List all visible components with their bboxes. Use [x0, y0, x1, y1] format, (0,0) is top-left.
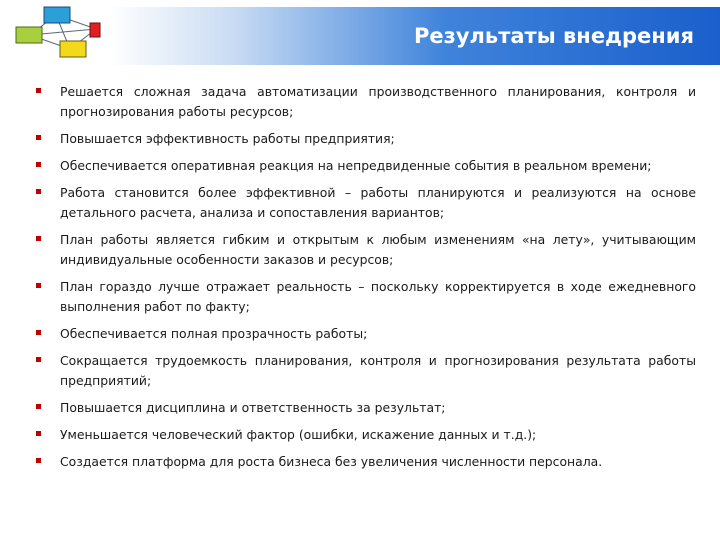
list-item	[36, 351, 696, 391]
list-item	[36, 398, 696, 418]
header	[0, 0, 720, 70]
list-item-text: Решается сложная задача автоматизации производственного планирования, контроля и прогнозирования работы ресурсов;	[60, 84, 696, 119]
list-item-text: План гораздо лучше отражает реальность – поскольку корректируется в ходе ежедневного выполнения работ по факту;	[60, 279, 696, 314]
list-item	[36, 156, 696, 176]
list-item-text: Повышается дисциплина и ответственность за результат;	[60, 400, 446, 415]
list-item	[36, 277, 696, 317]
list-item	[36, 425, 696, 445]
bullet-icon	[36, 88, 41, 93]
list-item-text: Создается платформа для роста бизнеса без увеличения численности персонала.	[60, 454, 603, 469]
bullet-icon	[36, 236, 41, 241]
list-item	[36, 452, 696, 472]
bullet-icon	[36, 357, 41, 362]
list-item	[36, 324, 696, 344]
bullet-icon	[36, 458, 41, 463]
list-item-text: План работы является гибким и открытым к любым изменениям «на лету», учитывающим индивидуальные особенности заказов и ресурсов;	[60, 232, 696, 267]
list-item	[36, 230, 696, 270]
page-title: Результаты внедрения	[414, 24, 694, 48]
bullet-icon	[36, 404, 41, 409]
bullet-icon	[36, 330, 41, 335]
list-item	[36, 183, 696, 223]
network-diagram-icon	[8, 3, 108, 63]
list-item	[36, 129, 696, 149]
bullet-icon	[36, 283, 41, 288]
list-item	[36, 82, 696, 122]
list-item-text: Работа становится более эффективной – работы планируются и реализуются на основе детального расчета, анализа и сопоставления вариантов;	[60, 185, 696, 220]
list-item-text: Сокращается трудоемкость планирования, контроля и прогнозирования результата работы предприятий;	[60, 353, 696, 388]
list-item-text: Уменьшается человеческий фактор (ошибки, искажение данных и т.д.);	[60, 427, 537, 442]
bullet-list	[36, 82, 696, 479]
list-item-text: Обеспечивается оперативная реакция на непредвиденные события в реальном времени;	[60, 158, 652, 173]
bullet-icon	[36, 189, 41, 194]
list-item-text: Повышается эффективность работы предприятия;	[60, 131, 395, 146]
list-item-text: Обеспечивается полная прозрачность работы;	[60, 326, 368, 341]
bullet-icon	[36, 431, 41, 436]
bullet-icon	[36, 162, 41, 167]
bullet-icon	[36, 135, 41, 140]
